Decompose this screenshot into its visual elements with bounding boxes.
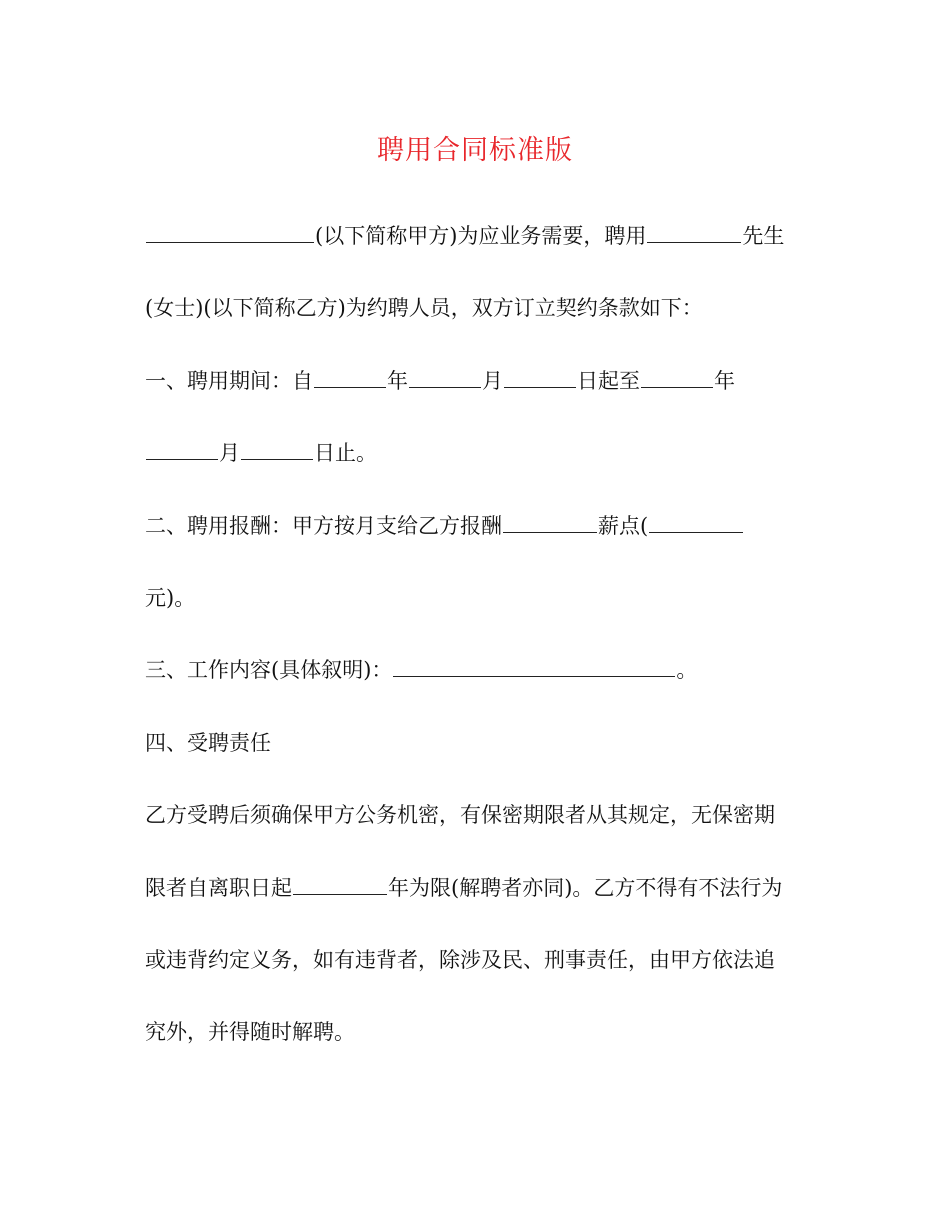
clause-1-line-2 (145, 439, 377, 467)
clause-2-line-1 (145, 512, 744, 540)
text-segment: 月 (482, 369, 503, 393)
clause-2-line-2 (145, 584, 195, 612)
blank-salary-amount (649, 514, 743, 533)
paragraph-line-1 (145, 222, 784, 250)
blank-end-year (641, 369, 713, 388)
text-segment: 月 (219, 441, 240, 465)
text-segment: (女士)(以下简称乙方)为约聘人员，双方订立契约条款如下： (145, 296, 703, 320)
blank-confidential-years (293, 876, 387, 895)
blank-salary-points (503, 514, 597, 533)
text-segment: 先生 (742, 224, 785, 248)
text-segment: 究外，并得随时解聘。 (145, 1020, 355, 1044)
text-segment: 日起至 (577, 369, 640, 393)
paragraph-line-2 (145, 294, 703, 322)
text-segment: 元)。 (145, 586, 196, 610)
clause-4-line-1 (145, 801, 775, 829)
blank-start-month (409, 369, 481, 388)
text-segment: 四、受聘责任 (145, 731, 271, 755)
text-segment: (以下简称甲方)为应业务需要，聘用 (315, 224, 647, 248)
clause-4-line-3 (145, 946, 775, 974)
text-segment: 乙方受聘后须确保甲方公务机密，有保密期限者从其规定，无保密期 (145, 803, 775, 827)
text-segment: 三、工作内容(具体叙明)： (145, 658, 393, 682)
blank-end-day (241, 441, 313, 460)
clause-4-line-4 (145, 1018, 355, 1046)
text-segment: 。 (676, 658, 698, 682)
text-segment: 年为限(解聘者亦同)。乙方不得有不法行为 (388, 876, 783, 900)
blank-start-day (504, 369, 576, 388)
text-segment: 年 (387, 369, 408, 393)
clause-4-line-2 (145, 874, 782, 902)
text-segment: 日止。 (314, 441, 377, 465)
clause-1-line-1 (145, 367, 735, 395)
clause-4-heading (145, 729, 271, 757)
text-segment: 薪点( (598, 514, 649, 538)
text-segment: 二、聘用报酬：甲方按月支给乙方报酬 (145, 514, 502, 538)
blank-end-month (146, 441, 218, 460)
text-segment: 一、聘用期间：自 (145, 369, 313, 393)
blank-start-year (314, 369, 386, 388)
text-segment: 或违背约定义务，如有违背者，除涉及民、刑事责任，由甲方依法追 (145, 948, 775, 972)
clause-3-line (145, 656, 697, 684)
blank-party-a-name (146, 224, 314, 243)
text-segment: 限者自离职日起 (145, 876, 292, 900)
text-segment: 年 (714, 369, 735, 393)
blank-party-b-name (647, 224, 741, 243)
blank-job-content (393, 658, 675, 677)
document-title: 聘用合同标准版 (377, 135, 573, 166)
